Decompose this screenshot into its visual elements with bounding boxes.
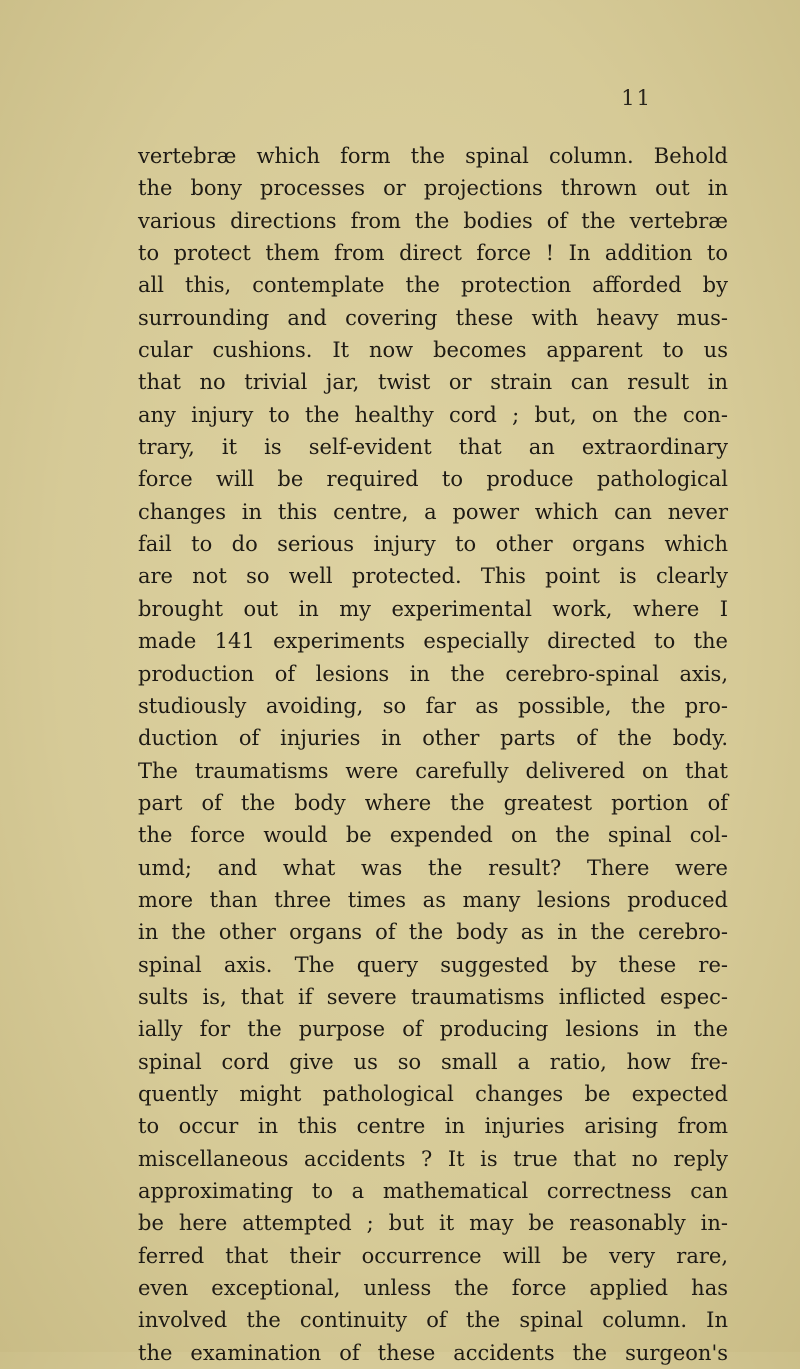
text-line: trary, it is self-evident that an extraordinary — [138, 435, 728, 460]
text-line: even exceptional, unless the force applied has — [138, 1276, 728, 1301]
text-line: ially for the purpose of producing lesions in the — [138, 1017, 728, 1042]
text-line: to occur in this centre in injuries arising from — [138, 1114, 728, 1139]
text-line: surrounding and covering these with heavy mus- — [138, 305, 728, 330]
text-line: spinal cord give us so small a ratio, how fre- — [138, 1049, 728, 1074]
text-line: ferred that their occurrence will be very rare, — [138, 1243, 728, 1268]
text-line: be here attempted ; but it may be reasonably in- — [138, 1211, 728, 1236]
text-line: made 141 experiments especially directed to the — [138, 629, 728, 654]
text-line: changes in this centre, a power which can never — [138, 499, 728, 524]
text-line: in the other organs of the body as in the cerebro- — [138, 920, 728, 945]
text-line: the force would be expended on the spinal col- — [138, 823, 728, 848]
text-line: the bony processes or projections thrown out in — [138, 176, 728, 201]
text-line: miscellaneous accidents ? It is true that no reply — [138, 1146, 728, 1171]
body-text — [138, 140, 728, 1369]
text-line: more than three times as many lesions produced — [138, 887, 728, 912]
text-line: force will be required to produce pathological — [138, 467, 728, 492]
text-line: that no trivial jar, twist or strain can result in — [138, 370, 728, 395]
text-line: cular cushions. It now becomes apparent to us — [138, 338, 728, 363]
text-line: involved the continuity of the spinal column. In — [138, 1308, 728, 1333]
text-line: the examination of these accidents the surgeon's — [138, 1340, 728, 1365]
text-line: part of the body where the greatest portion of — [138, 790, 728, 815]
text-line: to protect them from direct force ! In addition to — [138, 241, 728, 266]
text-line: duction of injuries in other parts of the body. — [138, 726, 728, 751]
text-line: spinal axis. The query suggested by these re- — [138, 952, 728, 977]
text-line: quently might pathological changes be expected — [138, 1081, 728, 1106]
text-line: various directions from the bodies of the vertebræ — [138, 208, 728, 233]
text-line: vertebræ which form the spinal column. Behold — [138, 144, 728, 168]
text-line: fail to do serious injury to other organs which — [138, 532, 728, 557]
text-line: approximating to a mathematical correctness can — [138, 1179, 728, 1203]
text-line: all this, contemplate the protection afforded by — [138, 273, 728, 298]
text-line: The traumatisms were carefully delivered on that — [138, 758, 728, 783]
text-line: production of lesions in the cerebro-spinal axis, — [138, 661, 728, 686]
text-line: brought out in my experimental work, where I — [138, 596, 728, 621]
text-line: studiously avoiding, so far as possible, the pro- — [138, 693, 728, 718]
text-line: umd; and what was the result? There were — [138, 855, 728, 880]
text-line: are not so well protected. This point is clearly — [138, 564, 728, 589]
text-line: sults is, that if severe traumatisms inflicted espec- — [138, 984, 728, 1009]
page-number: 11 — [621, 86, 652, 110]
text-line: any injury to the healthy cord ; but, on the con- — [138, 402, 728, 427]
